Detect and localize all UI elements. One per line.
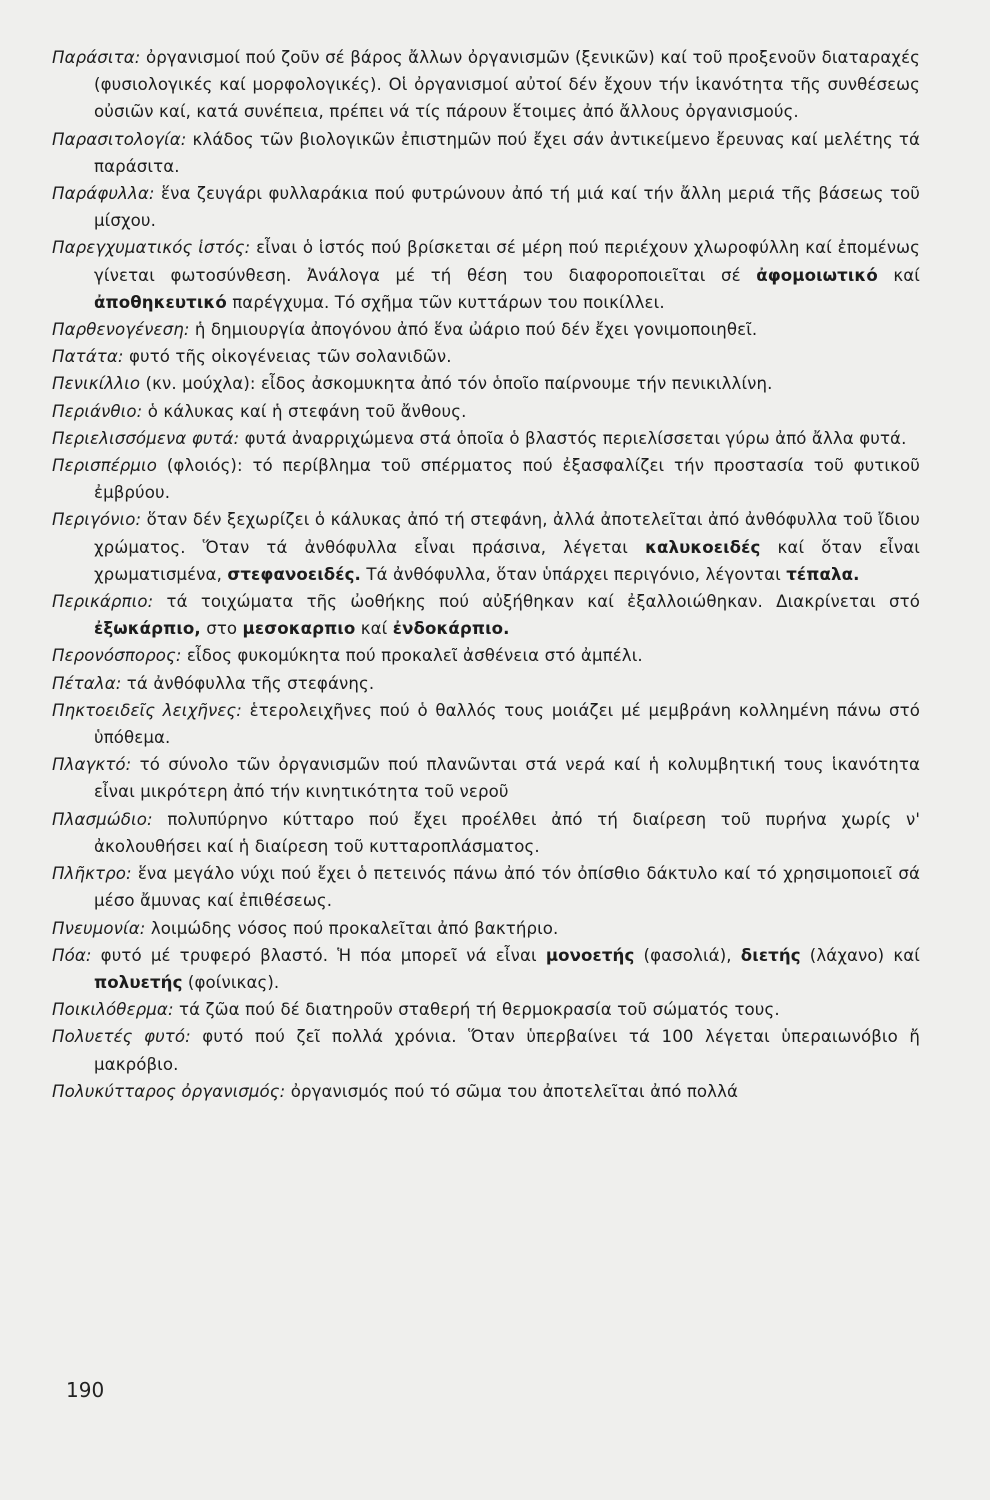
bold-term: μεσοκαρπιο <box>242 619 356 639</box>
glossary-entries <box>52 44 920 1105</box>
glossary-entry <box>52 398 920 425</box>
entry-definition-text: ὀργανισμός πού τό σῶμα του ἀποτελεῖται ἀπό πολλά <box>285 1081 739 1101</box>
entry-term: Περονόσπορος: <box>52 646 182 666</box>
bold-term: τέπαλα. <box>786 564 860 584</box>
glossary-entry <box>52 996 920 1023</box>
glossary-entry <box>52 370 920 397</box>
glossary-entry <box>52 806 920 860</box>
entry-term: Πολυκύτταρος ὀργανισμός: <box>52 1081 286 1101</box>
bold-term: πολυετής <box>94 972 183 992</box>
bold-term: μονοετής <box>545 945 635 965</box>
glossary-entry <box>52 180 920 234</box>
entry-definition-text: φυτό μέ τρυφερό βλαστό. Ἡ πόα μπορεῖ νά εἶναι <box>91 945 546 965</box>
glossary-entry <box>52 670 920 697</box>
entry-term: Περικάρπιο: <box>52 592 154 612</box>
bold-term: ἀφομοιωτικό <box>756 265 878 285</box>
entry-definition-text: εἶναι ὁ ἱστός πού βρίσκεται σέ μέρη πού περιέχουν χλωροφύλλη καί ἐπομένως γίνεται φωτοσύνθεση. Ἀνάλογα μέ τή θέση του διαφοροποιεῖται σέ <box>94 238 920 285</box>
entry-definition-text: Τά ἀνθόφυλλα, ὅταν ὑπάρχει περιγόνιο, λέγονται <box>360 564 787 584</box>
entry-term: Πενικίλλιο <box>52 374 141 394</box>
entry-term: Περιγόνιο: <box>52 510 142 530</box>
entry-term: Πλῆκτρο: <box>52 864 132 884</box>
bold-term: καλυκοειδές <box>645 537 761 557</box>
bold-term: ἀποθηκευτικό <box>94 292 227 312</box>
entry-term: Περιελισσόμενα φυτά: <box>52 428 240 448</box>
entry-definition-text: ὅταν δέν ξεχωρίζει ὁ κάλυκας ἀπό τή στεφάνη, ἀλλά ἀποτελεῖται ἀπό ἀνθόφυλλα τοῦ ἴδιου χρώματος. Ὅταν τά ἀνθόφυλλα εἶναι πράσινα, λέγεται <box>94 510 920 557</box>
glossary-entry <box>52 234 920 316</box>
entry-term: Παρεγχυματικός ἱστός: <box>52 238 251 258</box>
entry-definition-text: καί <box>877 265 920 285</box>
entry-definition-text: ἕνα ζευγάρι φυλλαράκια πού φυτρώνουν ἀπό τή μιά καί τήν ἄλλη μεριά τῆς βάσεως τοῦ μίσχου. <box>94 184 920 231</box>
entry-definition-text: (φοίνικας). <box>182 972 280 992</box>
entry-definition-text: φυτά ἀναρριχώμενα στά ὁποῖα ὁ βλαστός περιελίσσεται γύρω ἀπό ἄλλα φυτά. <box>239 428 907 448</box>
bold-term: στεφανοειδές. <box>227 564 361 584</box>
glossary-entry <box>52 506 920 588</box>
entry-term: Παρασιτολογία: <box>52 129 187 149</box>
entry-term: Πόα: <box>52 945 92 965</box>
entry-definition-text: (κν. μούχλα): εἶδος ἀσκομυκητα ἀπό τόν ὁποῖο παίρνουμε τήν πενικιλλίνη. <box>140 374 773 394</box>
entry-definition-text: τά ἀνθόφυλλα τῆς στεφάνης. <box>121 673 375 693</box>
entry-definition-text: (φασολιά), <box>634 945 741 965</box>
bold-term: ἐξωκάρπιο, <box>94 619 201 639</box>
glossary-entry <box>52 588 920 642</box>
entry-definition-text: φυτό τῆς οἰκογένειας τῶν σολανιδῶν. <box>123 347 452 367</box>
entry-definition-text: καί <box>355 619 393 639</box>
entry-term: Πέταλα: <box>52 673 122 693</box>
bold-term: ἐνδοκάρπιο. <box>392 619 510 639</box>
entry-definition-text: ὁ κάλυκας καί ἡ στεφάνη τοῦ ἄνθους. <box>142 401 467 421</box>
entry-definition-text: ἕνα μεγάλο νύχι πού ἔχει ὁ πετεινός πάνω ἀπό τόν ὀπίσθιο δάκτυλο καί τό χρησιμοποιεῖ σά μέσο ἄμυνας καί ἐπιθέσεως. <box>94 864 920 911</box>
entry-definition-text: λοιμώδης νόσος πού προκαλεῖται ἀπό βακτήριο. <box>145 918 559 938</box>
entry-definition-text: τά τοιχώματα τῆς ὠοθήκης πού αὐξήθηκαν καί ἐξαλλοιώθηκαν. Διακρίνεται στό <box>153 592 920 612</box>
glossary-entry <box>52 942 920 996</box>
entry-definition-text: ὀργανισμοί πού ζοῦν σέ βάρος ἄλλων ὀργανισμῶν (ξενικῶν) καί τοῦ προξενοῦν διαταραχές (φυσιολογικές καί μορφολογικές). Οἱ ὀργανισμοί αὐτοί δέν ἔχουν τήν ἱκανότητα τῆς συνθέσεως οὐσιῶν καί, κατά συνέπεια, πρέπει νά τίς πάρουν ἕτοιμες ἀπό ἄλλους ὀργανισμούς. <box>94 48 920 122</box>
glossary-entry <box>52 316 920 343</box>
entry-definition-text: ἑτερολειχῆνες πού ὁ θαλλός τους μοιάζει μέ μεμβράνη κολλημένη πάνω στό ὑπόθεμα. <box>94 700 920 748</box>
entry-term: Πολυετές φυτό: <box>52 1027 191 1047</box>
entry-term: Παράφυλλα: <box>52 184 155 204</box>
entry-definition-text: στο <box>200 619 243 639</box>
glossary-entry <box>52 751 920 805</box>
glossary-entry <box>52 126 920 180</box>
glossary-entry <box>52 343 920 370</box>
entry-definition-text: εἶδος φυκομύκητα πού προκαλεῖ ἀσθένεια στό ἀμπέλι. <box>181 646 643 666</box>
entry-term: Παράσιτα: <box>52 48 141 67</box>
bold-term: διετής <box>740 945 801 965</box>
glossary-entry <box>52 1023 920 1077</box>
entry-definition-text: (λάχανο) καί <box>800 945 920 965</box>
glossary-entry <box>52 1078 920 1105</box>
entry-definition-text: τά ζῶα πού δέ διατηροῦν σταθερή τή θερμοκρασία τοῦ σώματός τους. <box>173 1000 780 1020</box>
entry-definition-text: ἡ δημιουργία ἀπογόνου ἀπό ἕνα ὠάριο πού δέν ἔχει γονιμοποιηθεῖ. <box>189 320 758 340</box>
page-number: 190 <box>66 1378 105 1402</box>
glossary-entry <box>52 915 920 942</box>
entry-definition-text: τό σύνολο τῶν ὀργανισμῶν πού πλανῶνται στά νερά καί ἡ κολυμβητική τους ἱκανότητα εἶναι μικρότερη ἀπό τήν κινητικότητα τοῦ νεροῦ <box>94 755 920 802</box>
glossary-entry <box>52 452 920 506</box>
entry-definition-text: καί ὅταν εἶναι χρωματισμένα, <box>94 537 920 584</box>
entry-term: Πνευμονία: <box>52 918 146 938</box>
entry-definition-text: κλάδος τῶν βιολογικῶν ἐπιστημῶν πού ἔχει σάν ἀντικείμενο ἔρευνας καί μελέτης τά παράσιτα. <box>94 129 920 176</box>
entry-term: Πλασμώδιο: <box>52 809 153 829</box>
glossary-entry <box>52 425 920 452</box>
entry-term: Πατάτα: <box>52 347 124 367</box>
entry-term: Πηκτοειδεῖς λειχῆνες: <box>52 700 242 720</box>
entry-term: Πλαγκτό: <box>52 755 132 775</box>
entry-definition-text: (φλοιός): τό περίβλημα τοῦ σπέρματος πού ἐξασφαλίζει τήν προστασία τοῦ φυτικοῦ ἐμβρύου. <box>94 456 920 503</box>
entry-definition-text: φυτό πού ζεῖ πολλά χρόνια. Ὅταν ὑπερβαίνει τά 100 λέγεται ὑπεραιωνόβιο ἤ μακρόβιο. <box>94 1027 920 1074</box>
entry-term: Παρθενογένεση: <box>52 320 190 340</box>
entry-term: Περισπέρμιο <box>52 456 158 476</box>
entry-definition-text: πολυπύρηνο κύτταρο πού ἔχει προέλθει ἀπό τή διαίρεση τοῦ πυρήνα χωρίς ν' ἀκολουθήσει καί ἡ διαίρεση τοῦ κυτταροπλάσματος. <box>94 809 920 856</box>
glossary-entry <box>52 697 920 751</box>
glossary-entry <box>52 44 920 126</box>
entry-definition-text: παρέγχυμα. Τό σχῆμα τῶν κυττάρων του ποικίλλει. <box>226 292 665 312</box>
entry-term: Ποικιλόθερμα: <box>52 1000 174 1020</box>
entry-term: Περιάνθιο: <box>52 401 143 421</box>
glossary-entry <box>52 642 920 669</box>
glossary-entry <box>52 860 920 914</box>
